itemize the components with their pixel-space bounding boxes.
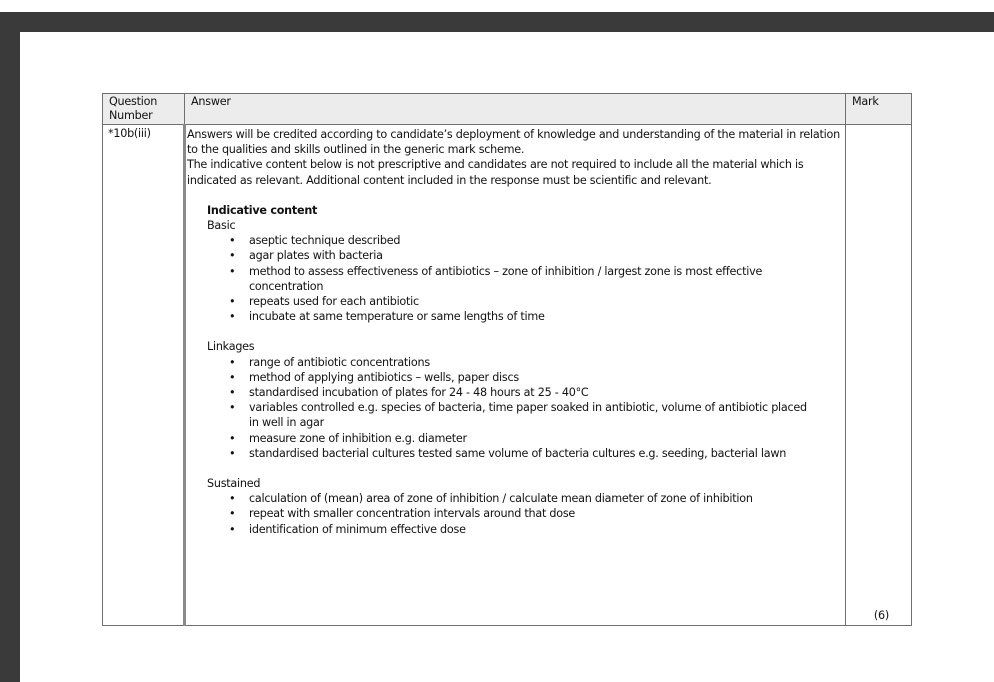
band-linkages (207, 339, 841, 461)
list-item: • method of applying antibiotics – wells, paper discs (207, 370, 807, 385)
list-item: • incubate at same temperature or same lengths of time (207, 309, 807, 324)
indicative-content-title: Indicative content (207, 203, 318, 217)
intro-paragraph: Answers will be credited according to candidate’s deployment of knowledge and understanding of the material in relation to the qualities and skills outlined in the generic mark scheme. (187, 128, 840, 157)
mark-value: (6) (873, 608, 889, 622)
question-number: *10b(iii) (103, 125, 185, 626)
answer-intro (187, 127, 841, 188)
list-item: • repeats used for each antibiotic (207, 294, 807, 309)
bullet-list (207, 355, 841, 461)
list-item: • standardised incubation of plates for 24 - 48 hours at 25 - 40°C (207, 385, 807, 400)
table-header-row (103, 94, 912, 125)
header-answer: Answer (185, 94, 846, 125)
bullet-list (207, 491, 841, 537)
mark-scheme-table (102, 93, 912, 626)
header-question-number: Question Number (103, 94, 185, 125)
band-label: Linkages (207, 340, 255, 354)
list-item: • standardised bacterial cultures tested same volume of bacteria cultures e.g. seeding, bacterial lawn (207, 446, 807, 461)
band-sustained (207, 476, 841, 537)
indicative-content (207, 203, 841, 537)
viewer-left-bar (0, 12, 20, 682)
bullet-list (207, 233, 841, 324)
list-item: • repeat with smaller concentration intervals around that dose (207, 506, 807, 521)
band-basic (207, 218, 841, 324)
list-item: • measure zone of inhibition e.g. diameter (207, 431, 807, 446)
list-item: • range of antibiotic concentrations (207, 355, 807, 370)
table-row (103, 125, 912, 626)
answer-cell (185, 125, 846, 626)
mark-cell (846, 125, 912, 626)
list-item: • method to assess effectiveness of antibiotics – zone of inhibition / largest zone is most effective concentration (207, 264, 807, 294)
list-item: • aseptic technique described (207, 233, 807, 248)
viewer-top-bar (0, 12, 994, 32)
list-item: • calculation of (mean) area of zone of inhibition / calculate mean diameter of zone of inhibition (207, 491, 807, 506)
band-label: Sustained (207, 477, 261, 491)
intro-paragraph: The indicative content below is not prescriptive and candidates are not required to include all the material which is indicated as relevant. Additional content included in the response must be scientific and relevant. (187, 158, 804, 187)
list-item: • identification of minimum effective dose (207, 522, 807, 537)
list-item: • agar plates with bacteria (207, 248, 807, 263)
list-item: • variables controlled e.g. species of bacteria, time paper soaked in antibiotic, volume of antibiotic placed in well in agar (207, 400, 807, 430)
band-label: Basic (207, 219, 236, 233)
header-mark: Mark (846, 94, 912, 125)
